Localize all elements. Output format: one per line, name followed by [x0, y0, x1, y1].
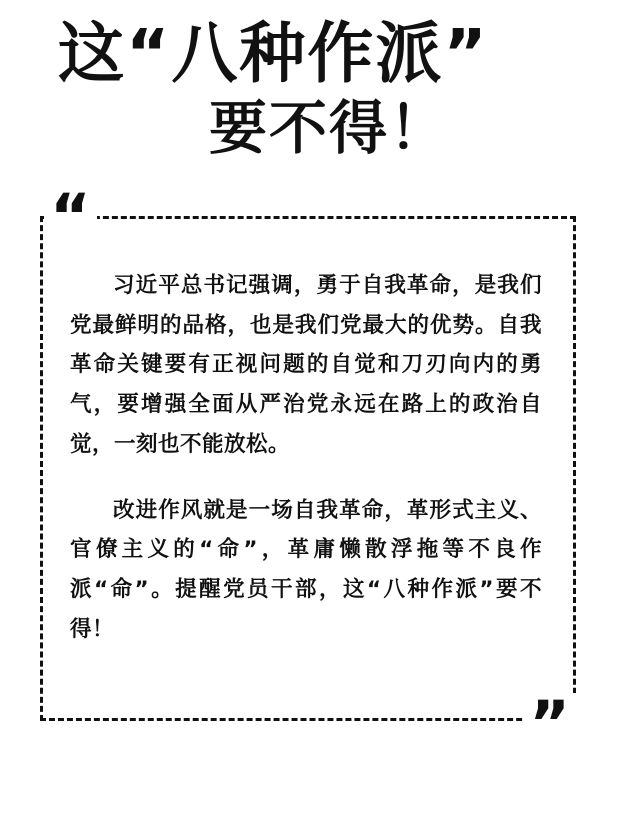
quote-text-body [70, 266, 542, 650]
poster-title [0, 0, 618, 163]
quote-open-icon: “ [44, 186, 97, 248]
quote-paragraph-1: 习近平总书记强调，勇于自我革命，是我们党最鲜明的品格，也是我们党最大的优势。自我革命关键要有正视问题的自觉和刀刃向内的勇气，要增强全面从严治党永远在路上的政治自觉，一刻也不能放松。 [70, 272, 542, 457]
quote-close-icon: ” [523, 693, 576, 755]
title-line-primary: 这“八种作派” [58, 15, 489, 92]
title-line-secondary: 要不得！ [208, 94, 449, 163]
quote-section [30, 179, 588, 760]
quote-paragraph-2: 改进作风就是一场自我革命，革形式主义、官僚主义的“命”，革庸懒散浮拖等不良作派“命”。提醒党员干部，这“八种作派”要不得！ [70, 497, 542, 643]
